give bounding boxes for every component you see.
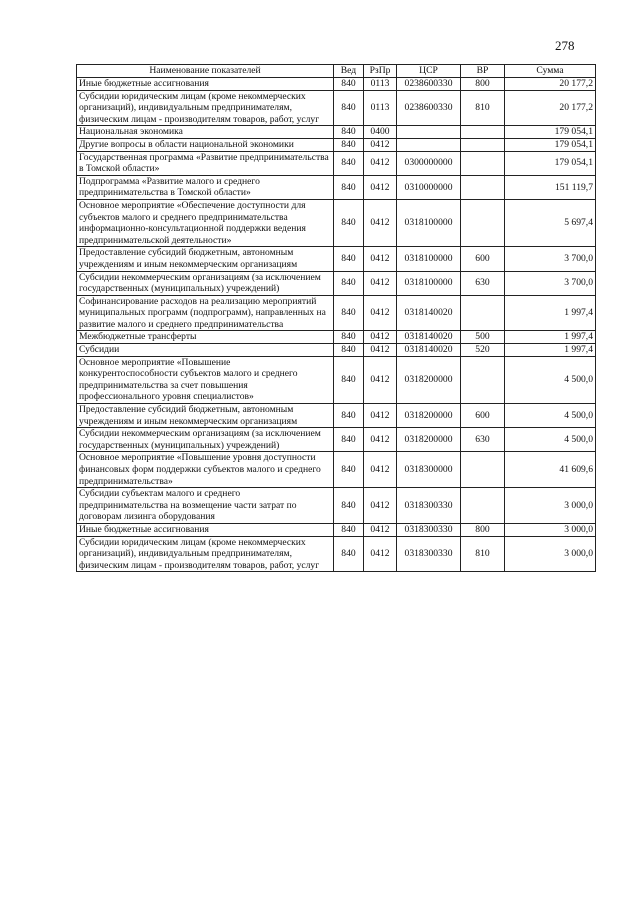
table-row	[77, 331, 596, 344]
row-ved-cell: 840	[334, 247, 364, 271]
row-vr-cell	[461, 488, 505, 524]
row-vr-cell: 630	[461, 271, 505, 295]
row-csr-cell: 0310000000	[397, 175, 461, 199]
row-rzpr-cell: 0412	[364, 536, 397, 572]
table-row	[77, 488, 596, 524]
row-name-cell: Иные бюджетные ассигнования	[77, 523, 334, 536]
table-row	[77, 151, 596, 175]
row-vr-cell: 810	[461, 90, 505, 126]
row-csr-cell: 0318200000	[397, 356, 461, 403]
row-sum-cell: 20 177,2	[505, 78, 596, 91]
row-name-cell: Субсидии	[77, 344, 334, 357]
table-row	[77, 536, 596, 572]
row-csr-cell: 0318200000	[397, 428, 461, 452]
row-sum-cell: 4 500,0	[505, 404, 596, 428]
row-sum-cell: 3 000,0	[505, 488, 596, 524]
table-row	[77, 404, 596, 428]
row-name-cell: Предоставление субсидий бюджетным, автономным учреждениям и иным некоммерческим организациям	[77, 404, 334, 428]
header-sum: Сумма	[505, 65, 596, 78]
table-row	[77, 175, 596, 199]
row-name-cell: Иные бюджетные ассигнования	[77, 78, 334, 91]
row-rzpr-cell: 0412	[364, 428, 397, 452]
row-vr-cell: 630	[461, 428, 505, 452]
table-row	[77, 199, 596, 246]
row-name-cell: Софинансирование расходов на реализацию мероприятий муниципальных программ (подпрограмм), направленных на развитие малого и среднего предпринимательства	[77, 295, 334, 331]
row-csr-cell: 0318300330	[397, 536, 461, 572]
row-vr-cell	[461, 151, 505, 175]
row-csr-cell: 0318100000	[397, 199, 461, 246]
row-vr-cell	[461, 199, 505, 246]
row-csr-cell: 0318300330	[397, 523, 461, 536]
row-rzpr-cell: 0412	[364, 138, 397, 151]
row-vr-cell: 800	[461, 523, 505, 536]
page-number: 278	[555, 38, 575, 53]
row-rzpr-cell: 0412	[364, 247, 397, 271]
row-sum-cell: 179 054,1	[505, 138, 596, 151]
table-row	[77, 90, 596, 126]
row-rzpr-cell: 0412	[364, 488, 397, 524]
table-row	[77, 428, 596, 452]
row-name-cell: Субсидии юридическим лицам (кроме некоммерческих организаций), индивидуальным предпринимателям, физическим лицам - производителям товаров, работ, услуг	[77, 536, 334, 572]
row-csr-cell: 0300000000	[397, 151, 461, 175]
row-vr-cell	[461, 138, 505, 151]
row-name-cell: Основное мероприятие «Повышение уровня доступности финансовых форм поддержки субъектов малого и среднего предпринимательства»	[77, 452, 334, 488]
row-vr-cell	[461, 126, 505, 139]
table-row	[77, 356, 596, 403]
header-ved: Вед	[334, 65, 364, 78]
row-rzpr-cell: 0400	[364, 126, 397, 139]
row-rzpr-cell: 0412	[364, 452, 397, 488]
row-ved-cell: 840	[334, 199, 364, 246]
row-vr-cell: 800	[461, 78, 505, 91]
table-row	[77, 247, 596, 271]
row-ved-cell: 840	[334, 536, 364, 572]
row-sum-cell: 3 700,0	[505, 271, 596, 295]
row-csr-cell: 0238600330	[397, 90, 461, 126]
row-sum-cell: 1 997,4	[505, 295, 596, 331]
row-name-cell: Основное мероприятие «Обеспечение доступности для субъектов малого и среднего предпринимательства информационно-консультационной поддержки ведения предпринимательской деятельности»	[77, 199, 334, 246]
table-row	[77, 452, 596, 488]
row-csr-cell	[397, 126, 461, 139]
row-rzpr-cell: 0412	[364, 356, 397, 403]
row-vr-cell: 500	[461, 331, 505, 344]
row-vr-cell: 600	[461, 247, 505, 271]
row-csr-cell: 0318140020	[397, 344, 461, 357]
row-sum-cell: 3 700,0	[505, 247, 596, 271]
row-csr-cell: 0238600330	[397, 78, 461, 91]
row-sum-cell: 20 177,2	[505, 90, 596, 126]
row-name-cell: Субсидии юридическим лицам (кроме некоммерческих организаций), индивидуальным предпринимателям, физическим лицам - производителям товаров, работ, услуг	[77, 90, 334, 126]
row-sum-cell: 179 054,1	[505, 126, 596, 139]
row-ved-cell: 840	[334, 78, 364, 91]
row-sum-cell: 179 054,1	[505, 151, 596, 175]
row-ved-cell: 840	[334, 90, 364, 126]
row-sum-cell: 1 997,4	[505, 344, 596, 357]
row-ved-cell: 840	[334, 295, 364, 331]
row-vr-cell: 810	[461, 536, 505, 572]
row-ved-cell: 840	[334, 428, 364, 452]
row-rzpr-cell: 0412	[364, 295, 397, 331]
row-vr-cell	[461, 356, 505, 403]
row-name-cell: Другие вопросы в области национальной экономики	[77, 138, 334, 151]
row-sum-cell: 3 000,0	[505, 536, 596, 572]
row-ved-cell: 840	[334, 452, 364, 488]
row-vr-cell	[461, 175, 505, 199]
row-name-cell: Основное мероприятие «Повышение конкурентоспособности субъектов малого и среднего предпринимательства за счет повышения профессионального уровня специалистов»	[77, 356, 334, 403]
row-vr-cell	[461, 295, 505, 331]
header-rzpr: РзПр	[364, 65, 397, 78]
table-row	[77, 295, 596, 331]
row-vr-cell: 520	[461, 344, 505, 357]
row-csr-cell: 0318140020	[397, 331, 461, 344]
row-csr-cell: 0318300000	[397, 452, 461, 488]
row-name-cell: Субсидии субъектам малого и среднего предпринимательства на возмещение части затрат по договорам лизинга оборудования	[77, 488, 334, 524]
table-row	[77, 271, 596, 295]
header-csr: ЦСР	[397, 65, 461, 78]
row-name-cell: Государственная программа «Развитие предпринимательства в Томской области»	[77, 151, 334, 175]
row-ved-cell: 840	[334, 488, 364, 524]
header-row	[77, 65, 596, 78]
row-ved-cell: 840	[334, 126, 364, 139]
row-rzpr-cell: 0412	[364, 175, 397, 199]
row-rzpr-cell: 0412	[364, 331, 397, 344]
row-csr-cell: 0318140020	[397, 295, 461, 331]
row-rzpr-cell: 0412	[364, 404, 397, 428]
header-name: Наименование показателей	[77, 65, 334, 78]
table-row	[77, 126, 596, 139]
row-name-cell: Подпрограмма «Развитие малого и среднего предпринимательства в Томской области»	[77, 175, 334, 199]
row-name-cell: Межбюджетные трансферты	[77, 331, 334, 344]
row-ved-cell: 840	[334, 138, 364, 151]
row-rzpr-cell: 0412	[364, 199, 397, 246]
table-row	[77, 138, 596, 151]
row-name-cell: Национальная экономика	[77, 126, 334, 139]
row-sum-cell: 1 997,4	[505, 331, 596, 344]
row-csr-cell: 0318200000	[397, 404, 461, 428]
row-ved-cell: 840	[334, 404, 364, 428]
row-ved-cell: 840	[334, 151, 364, 175]
table-header	[77, 65, 596, 78]
table-row	[77, 523, 596, 536]
row-vr-cell	[461, 452, 505, 488]
row-vr-cell: 600	[461, 404, 505, 428]
row-ved-cell: 840	[334, 331, 364, 344]
row-ved-cell: 840	[334, 175, 364, 199]
row-rzpr-cell: 0113	[364, 90, 397, 126]
row-name-cell: Субсидии некоммерческим организациям (за исключением государственных (муниципальных) учреждений)	[77, 428, 334, 452]
row-csr-cell: 0318100000	[397, 247, 461, 271]
row-csr-cell	[397, 138, 461, 151]
row-csr-cell: 0318100000	[397, 271, 461, 295]
row-sum-cell: 41 609,6	[505, 452, 596, 488]
row-sum-cell: 3 000,0	[505, 523, 596, 536]
row-name-cell: Предоставление субсидий бюджетным, автономным учреждениям и иным некоммерческим организациям	[77, 247, 334, 271]
row-sum-cell: 5 697,4	[505, 199, 596, 246]
budget-table	[76, 64, 596, 572]
header-vr: ВР	[461, 65, 505, 78]
row-rzpr-cell: 0412	[364, 344, 397, 357]
table-body	[77, 78, 596, 572]
row-ved-cell: 840	[334, 271, 364, 295]
row-sum-cell: 4 500,0	[505, 428, 596, 452]
row-rzpr-cell: 0113	[364, 78, 397, 91]
row-sum-cell: 151 119,7	[505, 175, 596, 199]
row-ved-cell: 840	[334, 344, 364, 357]
row-csr-cell: 0318300330	[397, 488, 461, 524]
row-rzpr-cell: 0412	[364, 523, 397, 536]
row-ved-cell: 840	[334, 523, 364, 536]
row-rzpr-cell: 0412	[364, 271, 397, 295]
table-row	[77, 344, 596, 357]
row-sum-cell: 4 500,0	[505, 356, 596, 403]
row-name-cell: Субсидии некоммерческим организациям (за исключением государственных (муниципальных) учреждений)	[77, 271, 334, 295]
row-rzpr-cell: 0412	[364, 151, 397, 175]
table-row	[77, 78, 596, 91]
row-ved-cell: 840	[334, 356, 364, 403]
